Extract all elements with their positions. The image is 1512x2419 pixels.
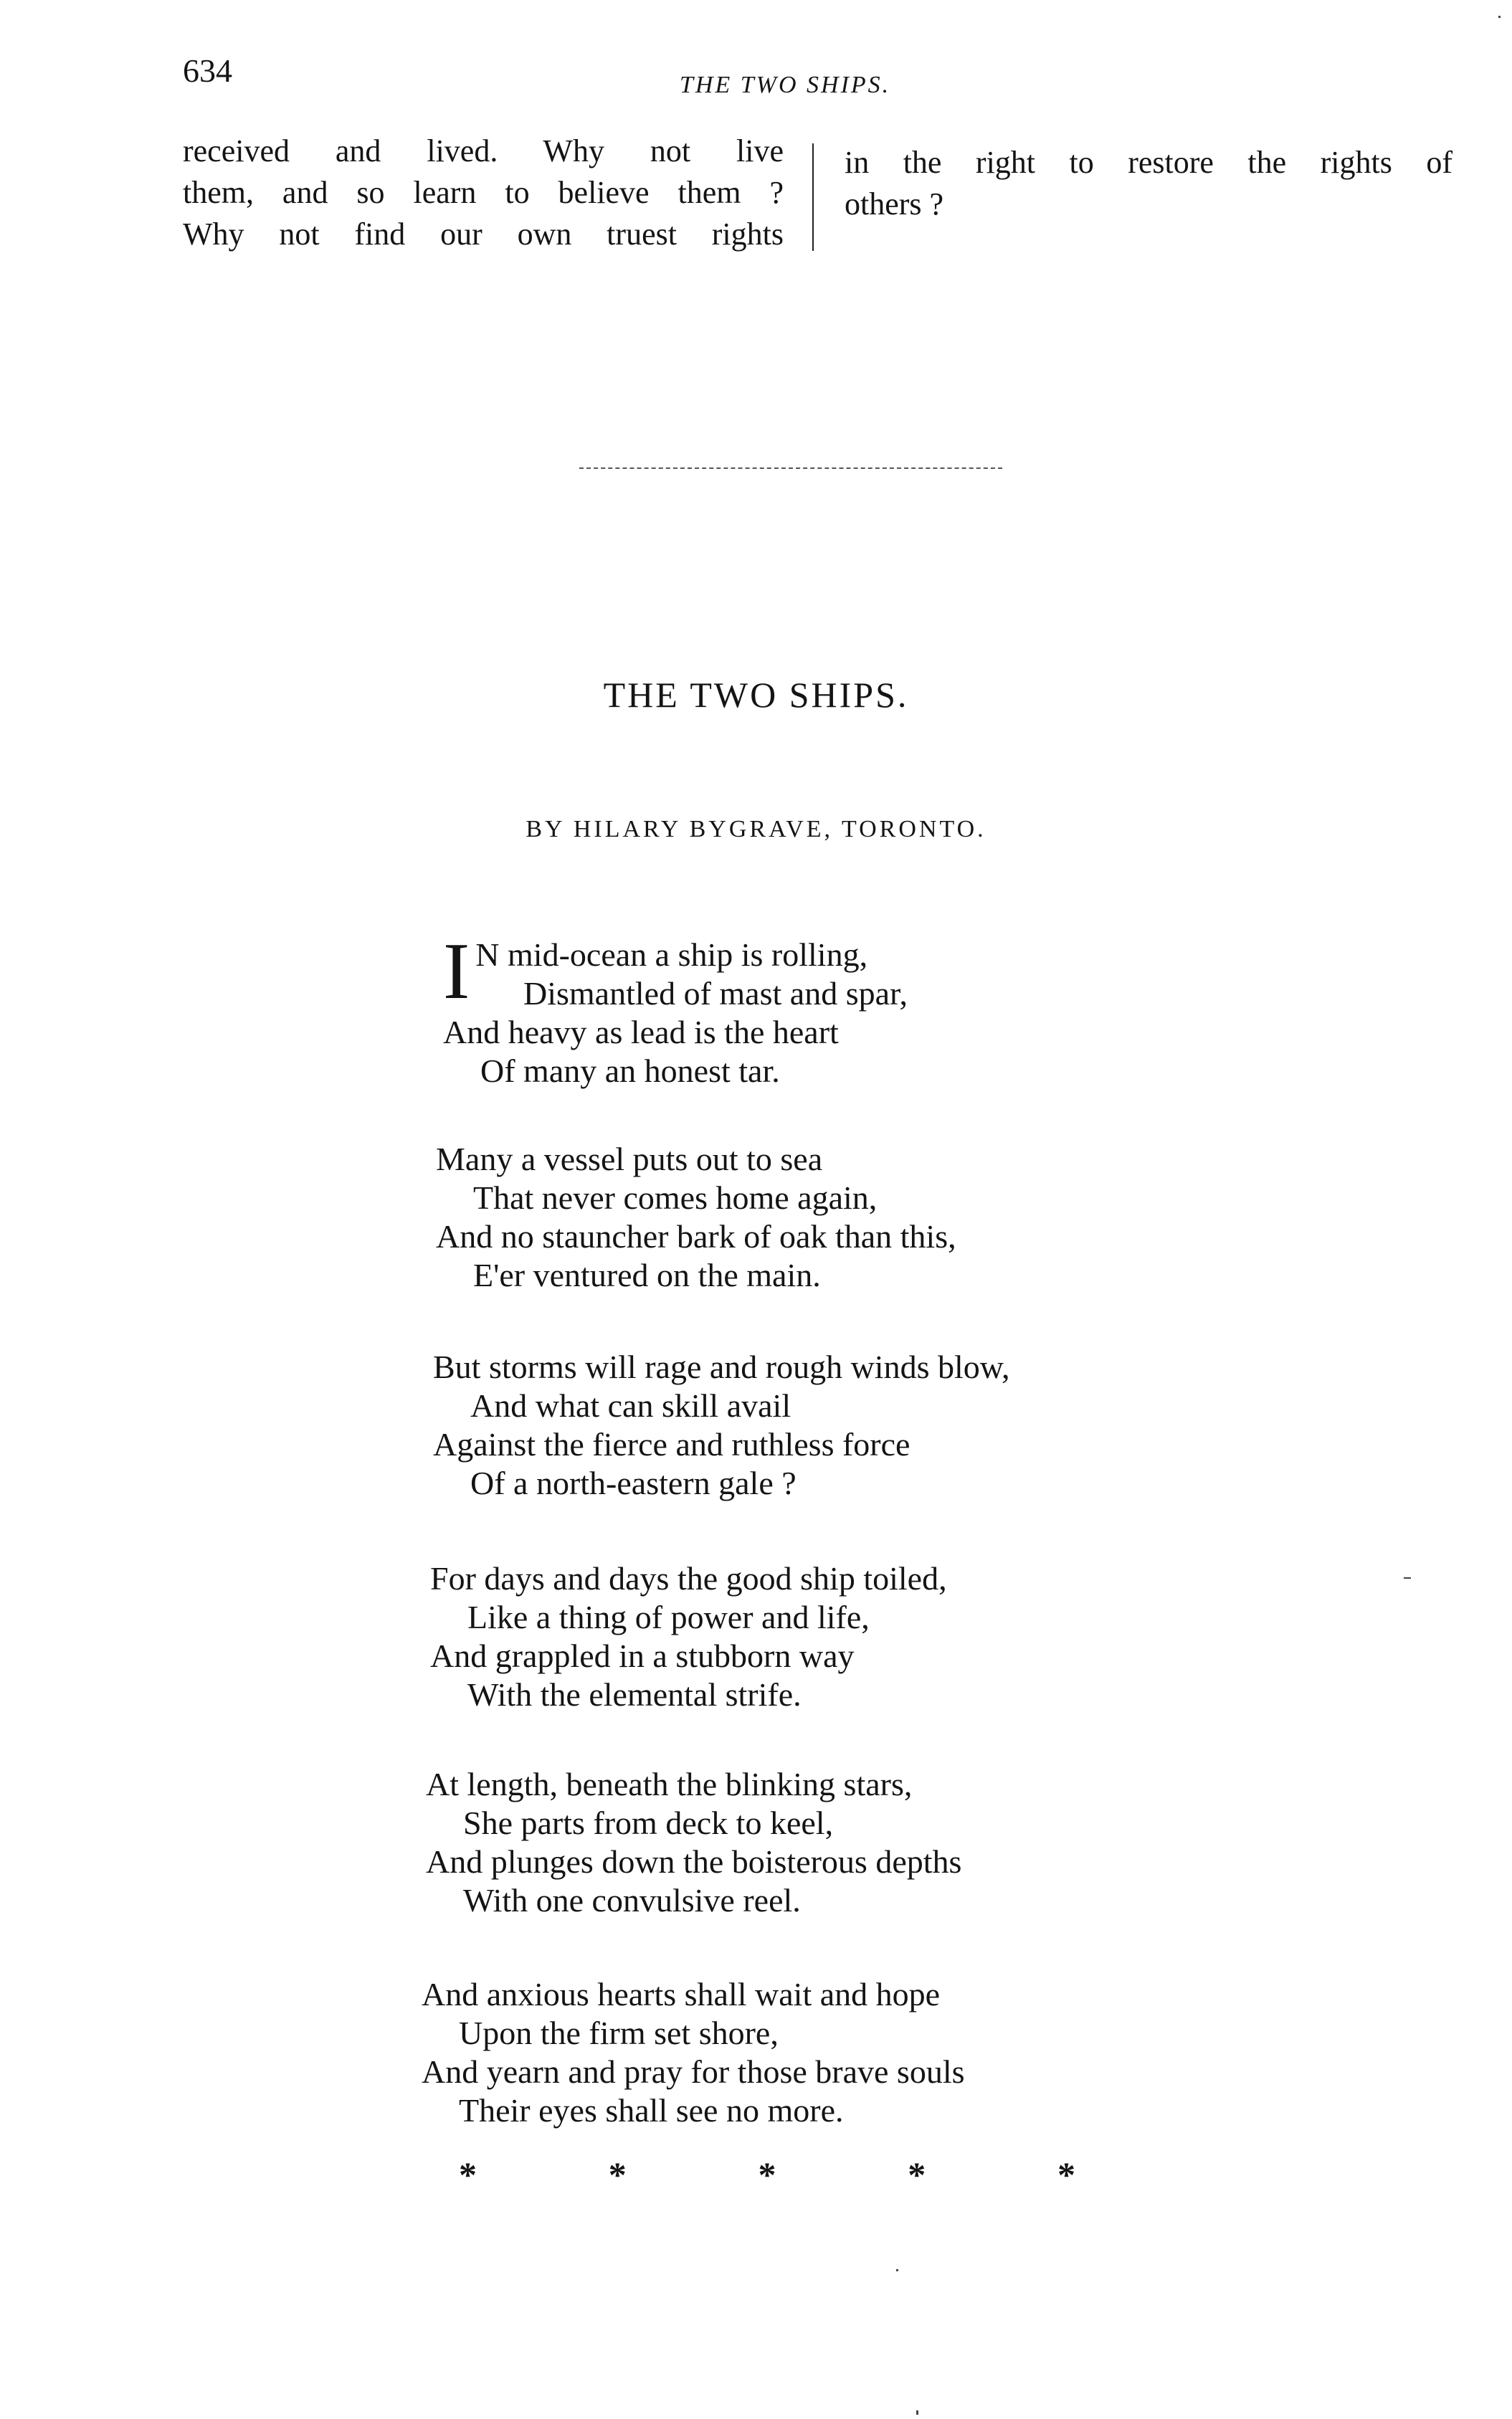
asterisk: * bbox=[459, 2154, 477, 2195]
poem-line: And anxious hearts shall wait and hope bbox=[422, 1976, 941, 2012]
stanza-3 bbox=[433, 1348, 1010, 1503]
poem-line: Upon the firm set shore, bbox=[459, 2015, 779, 2051]
asterisk: * bbox=[1057, 2154, 1075, 2195]
poem-line: And yearn and pray for those brave souls bbox=[422, 2053, 965, 2090]
poem-line: And grappled in a stubborn way bbox=[430, 1638, 855, 1674]
poem-line: And plunges down the boisterous depths bbox=[426, 1843, 962, 1880]
text-line: received and lived. Why not live bbox=[183, 133, 784, 168]
stanza-2 bbox=[436, 1140, 956, 1295]
stanza-6 bbox=[422, 1975, 965, 2130]
asterism bbox=[459, 2154, 1075, 2195]
stanza-1 bbox=[443, 927, 908, 1090]
stanza-4 bbox=[430, 1559, 947, 1714]
poem-byline: BY HILARY BYGRAVE, TORONTO. bbox=[526, 816, 986, 842]
poem-line: E'er ventured on the main. bbox=[473, 1257, 821, 1293]
text-line: Why not find our own truest rights bbox=[183, 217, 784, 252]
poem-line: N mid-ocean a ship is rolling, bbox=[475, 936, 868, 973]
poem-line: Many a vessel puts out to sea bbox=[436, 1141, 823, 1177]
poem-line: With the elemental strife. bbox=[467, 1676, 802, 1713]
poem-line: For days and days the good ship toiled, bbox=[430, 1560, 947, 1597]
poem-line: That never comes home again, bbox=[473, 1179, 878, 1216]
poem-line: But storms will rage and rough winds blow, bbox=[433, 1349, 1010, 1385]
page-number: 634 bbox=[183, 52, 232, 89]
poem-line: And no stauncher bark of oak than this, bbox=[436, 1218, 956, 1255]
poem-line: At length, beneath the blinking stars, bbox=[426, 1766, 913, 1802]
drop-cap: I bbox=[443, 927, 470, 1016]
text-line: them, and so learn to believe them ? bbox=[183, 175, 784, 210]
poem-line: Against the fierce and ruthless force bbox=[433, 1426, 910, 1463]
poem-title: THE TWO SHIPS. bbox=[603, 675, 909, 715]
running-title: THE TWO SHIPS. bbox=[680, 72, 891, 98]
asterisk: * bbox=[608, 2154, 627, 2195]
prev-article-left-column bbox=[183, 130, 784, 255]
poem-line: And heavy as lead is the heart bbox=[443, 1014, 839, 1050]
stanza-5 bbox=[426, 1765, 961, 1920]
text-line: others ? bbox=[845, 186, 944, 222]
poem-line: Like a thing of power and life, bbox=[467, 1599, 870, 1635]
poem-line: Of a north-eastern gale ? bbox=[470, 1465, 797, 1501]
poem-line: Of many an honest tar. bbox=[480, 1052, 780, 1089]
text-line: in the right to restore the rights of bbox=[845, 145, 1452, 180]
column-divider bbox=[812, 143, 814, 251]
poem-line: Dismantled of mast and spar, bbox=[523, 975, 908, 1012]
prev-article-right-column bbox=[845, 142, 1452, 225]
poem-line: With one convulsive reel. bbox=[463, 1882, 801, 1919]
asterisk: * bbox=[908, 2154, 926, 2195]
scan-speck bbox=[1404, 1577, 1411, 1579]
poem-line: She parts from deck to keel, bbox=[463, 1805, 834, 1841]
poem-line: And what can skill avail bbox=[470, 1387, 791, 1424]
scan-speck bbox=[1498, 16, 1501, 18]
scan-speck bbox=[896, 2269, 898, 2271]
scan-speck bbox=[916, 2410, 918, 2415]
poem-line: Their eyes shall see no more. bbox=[459, 2092, 844, 2129]
asterisk: * bbox=[758, 2154, 776, 2195]
section-separator-rule bbox=[579, 467, 1002, 469]
